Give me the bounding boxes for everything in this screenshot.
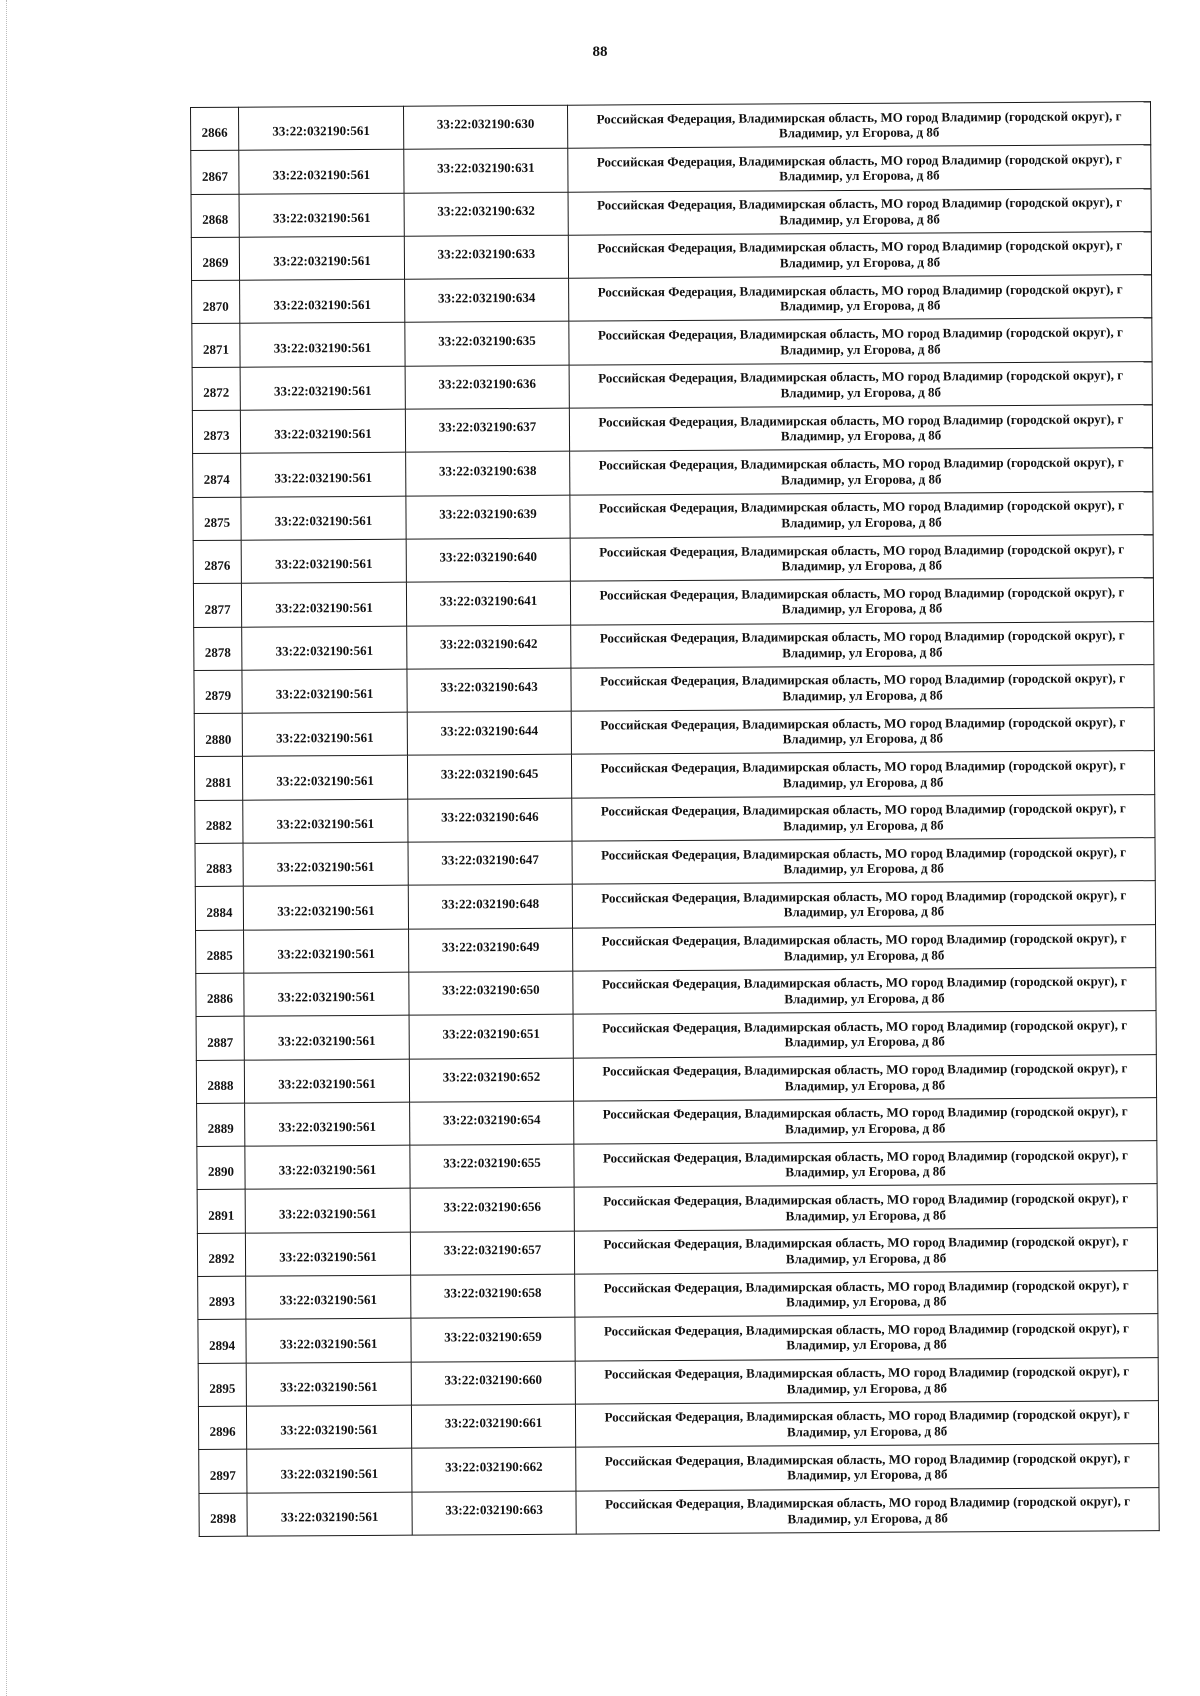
parent-cadastral-number-cell: 33:22:032190:561 bbox=[246, 1318, 411, 1362]
row-number-cell: 2880 bbox=[194, 713, 242, 757]
table-row bbox=[197, 1097, 1157, 1146]
row-number-cell: 2886 bbox=[196, 973, 244, 1017]
row-number-cell: 2882 bbox=[195, 800, 243, 844]
row-number-cell: 2895 bbox=[198, 1363, 246, 1407]
cadastral-number-cell: 33:22:032190:643 bbox=[407, 668, 571, 712]
table-row bbox=[194, 751, 1154, 800]
row-number-cell: 2867 bbox=[191, 150, 239, 194]
row-number-cell: 2891 bbox=[197, 1190, 245, 1234]
cadastral-number-cell: 33:22:032190:637 bbox=[405, 408, 569, 452]
parent-cadastral-number-cell: 33:22:032190:561 bbox=[239, 149, 404, 193]
cadastral-number-cell: 33:22:032190:645 bbox=[407, 755, 571, 799]
address-cell: Российская Федерация, Владимирская область, МО город Владимир (городской округ), г Владимир, ул Егорова, д 8б bbox=[569, 318, 1152, 365]
parent-cadastral-number-cell: 33:22:032190:561 bbox=[244, 929, 409, 973]
page-number: 88 bbox=[592, 44, 608, 60]
parent-cadastral-number-cell: 33:22:032190:561 bbox=[241, 453, 406, 497]
cadastral-number-cell: 33:22:032190:640 bbox=[406, 538, 570, 582]
table-body bbox=[191, 102, 1160, 1537]
row-number-cell: 2874 bbox=[193, 454, 241, 498]
cadastral-number-cell: 33:22:032190:650 bbox=[409, 971, 573, 1015]
cadastral-number-cell: 33:22:032190:652 bbox=[409, 1058, 573, 1102]
address-cell: Российская Федерация, Владимирская область, МО город Владимир (городской округ), г Владимир, ул Егорова, д 8б bbox=[568, 232, 1151, 279]
row-number-cell: 2897 bbox=[199, 1449, 247, 1493]
cadastral-number-cell: 33:22:032190:639 bbox=[406, 495, 570, 539]
parent-cadastral-number-cell: 33:22:032190:561 bbox=[239, 236, 404, 280]
table-row bbox=[192, 275, 1152, 324]
address-cell: Российская Федерация, Владимирская область, МО город Владимир (городской округ), г Владимир, ул Егорова, д 8б bbox=[568, 188, 1151, 235]
cadastral-number-cell: 33:22:032190:663 bbox=[412, 1491, 576, 1535]
row-number-cell: 2890 bbox=[197, 1146, 245, 1190]
cadastral-number-cell: 33:22:032190:634 bbox=[405, 278, 569, 322]
row-number-cell: 2881 bbox=[194, 757, 242, 801]
scan-margin-line bbox=[6, 0, 7, 1696]
parent-cadastral-number-cell: 33:22:032190:561 bbox=[241, 539, 406, 583]
table-row bbox=[193, 535, 1153, 584]
table-row bbox=[193, 578, 1153, 627]
address-cell: Российская Федерация, Владимирская область, МО город Владимир (городской округ), г Владимир, ул Егорова, д 8б bbox=[574, 1097, 1157, 1144]
cadastral-number-cell: 33:22:032190:662 bbox=[412, 1447, 576, 1491]
table-row bbox=[197, 1227, 1157, 1276]
address-cell: Российская Федерация, Владимирская область, МО город Владимир (городской округ), г Владимир, ул Егорова, д 8б bbox=[575, 1271, 1158, 1318]
row-number-cell: 2888 bbox=[196, 1060, 244, 1104]
parent-cadastral-number-cell: 33:22:032190:561 bbox=[243, 799, 408, 843]
table-row bbox=[194, 621, 1154, 670]
table-row bbox=[191, 102, 1151, 151]
cadastral-number-cell: 33:22:032190:641 bbox=[406, 581, 570, 625]
cadastral-number-cell: 33:22:032190:659 bbox=[411, 1317, 575, 1361]
address-cell: Российская Федерация, Владимирская область, МО город Владимир (городской округ), г Владимир, ул Егорова, д 8б bbox=[574, 1227, 1157, 1274]
cadastral-number-cell: 33:22:032190:636 bbox=[405, 365, 569, 409]
address-cell: Российская Федерация, Владимирская область, МО город Владимир (городской округ), г Владимир, ул Егорова, д 8б bbox=[575, 1314, 1158, 1361]
cadastral-number-cell: 33:22:032190:656 bbox=[410, 1188, 574, 1232]
cadastral-number-cell: 33:22:032190:633 bbox=[404, 235, 568, 279]
row-number-cell: 2883 bbox=[195, 843, 243, 887]
address-cell: Российская Федерация, Владимирская область, МО город Владимир (городской округ), г Владимир, ул Егорова, д 8б bbox=[569, 361, 1152, 408]
address-cell: Российская Федерация, Владимирская область, МО город Владимир (городской округ), г Владимир, ул Егорова, д 8б bbox=[572, 838, 1155, 885]
parent-cadastral-number-cell: 33:22:032190:561 bbox=[240, 279, 405, 323]
table-row bbox=[194, 664, 1154, 713]
table-row bbox=[197, 1141, 1157, 1190]
address-cell: Российская Федерация, Владимирская область, МО город Владимир (городской округ), г Владимир, ул Егорова, д 8б bbox=[570, 578, 1153, 625]
cadastral-number-cell: 33:22:032190:660 bbox=[411, 1361, 575, 1405]
parent-cadastral-number-cell: 33:22:032190:561 bbox=[246, 1362, 411, 1406]
address-cell: Российская Федерация, Владимирская область, МО город Владимир (городской округ), г Владимир, ул Егорова, д 8б bbox=[567, 102, 1150, 149]
address-cell: Российская Федерация, Владимирская область, МО город Владимир (городской округ), г Владимир, ул Егорова, д 8б bbox=[570, 535, 1153, 582]
address-cell: Российская Федерация, Владимирская область, МО город Владимир (городской округ), г Владимир, ул Егорова, д 8б bbox=[575, 1357, 1158, 1404]
parent-cadastral-number-cell: 33:22:032190:561 bbox=[245, 1102, 410, 1146]
cadastral-number-cell: 33:22:032190:654 bbox=[410, 1101, 574, 1145]
parent-cadastral-number-cell: 33:22:032190:561 bbox=[240, 409, 405, 453]
table-row bbox=[191, 232, 1151, 281]
row-number-cell: 2887 bbox=[196, 1016, 244, 1060]
cadastral-number-cell: 33:22:032190:646 bbox=[408, 798, 572, 842]
parent-cadastral-number-cell: 33:22:032190:561 bbox=[240, 323, 405, 367]
row-number-cell: 2866 bbox=[191, 107, 239, 151]
table-row bbox=[192, 318, 1152, 367]
address-cell: Российская Федерация, Владимирская область, МО город Владимир (городской округ), г Владимир, ул Егорова, д 8б bbox=[572, 881, 1155, 928]
parent-cadastral-number-cell: 33:22:032190:561 bbox=[243, 886, 408, 930]
table-row bbox=[191, 145, 1151, 194]
parent-cadastral-number-cell: 33:22:032190:561 bbox=[244, 972, 409, 1016]
row-number-cell: 2875 bbox=[193, 497, 241, 541]
cadastral-number-cell: 33:22:032190:657 bbox=[410, 1231, 574, 1275]
address-cell: Российская Федерация, Владимирская область, МО город Владимир (городской округ), г Владимир, ул Егорова, д 8б bbox=[569, 405, 1152, 452]
cadastral-number-cell: 33:22:032190:642 bbox=[407, 625, 571, 669]
parent-cadastral-number-cell: 33:22:032190:561 bbox=[246, 1405, 411, 1449]
address-cell: Российская Федерация, Владимирская область, МО город Владимир (городской округ), г Владимир, ул Егорова, д 8б bbox=[568, 145, 1151, 192]
cadastral-number-cell: 33:22:032190:647 bbox=[408, 841, 572, 885]
table-row bbox=[195, 838, 1155, 887]
table-row bbox=[198, 1401, 1158, 1450]
cadastral-number-cell: 33:22:032190:655 bbox=[410, 1144, 574, 1188]
row-number-cell: 2868 bbox=[191, 194, 239, 238]
table-row bbox=[194, 708, 1154, 757]
address-cell: Российская Федерация, Владимирская область, МО город Владимир (городской округ), г Владимир, ул Егорова, д 8б bbox=[571, 664, 1154, 711]
address-cell: Российская Федерация, Владимирская область, МО город Владимир (городской округ), г Владимир, ул Егорова, д 8б bbox=[576, 1487, 1159, 1534]
parent-cadastral-number-cell: 33:22:032190:561 bbox=[245, 1189, 410, 1233]
row-number-cell: 2876 bbox=[193, 540, 241, 584]
parent-cadastral-number-cell: 33:22:032190:561 bbox=[242, 756, 407, 800]
table-row bbox=[195, 794, 1155, 843]
parent-cadastral-number-cell: 33:22:032190:561 bbox=[239, 193, 404, 237]
row-number-cell: 2869 bbox=[191, 237, 239, 281]
address-cell: Российская Федерация, Владимирская область, МО город Владимир (городской округ), г Владимир, ул Егорова, д 8б bbox=[570, 491, 1153, 538]
row-number-cell: 2870 bbox=[192, 280, 240, 324]
table-row bbox=[192, 361, 1152, 410]
table-row bbox=[199, 1444, 1159, 1493]
cadastral-number-cell: 33:22:032190:651 bbox=[409, 1014, 573, 1058]
row-number-cell: 2872 bbox=[192, 367, 240, 411]
parent-cadastral-number-cell: 33:22:032190:561 bbox=[239, 106, 404, 150]
row-number-cell: 2889 bbox=[197, 1103, 245, 1147]
parent-cadastral-number-cell: 33:22:032190:561 bbox=[241, 582, 406, 626]
property-table bbox=[190, 101, 1159, 1537]
table-row bbox=[193, 491, 1153, 540]
parent-cadastral-number-cell: 33:22:032190:561 bbox=[244, 1059, 409, 1103]
address-cell: Российская Федерация, Владимирская область, МО город Владимир (городской округ), г Владимир, ул Егорова, д 8б bbox=[573, 968, 1156, 1015]
cadastral-number-cell: 33:22:032190:631 bbox=[404, 148, 568, 192]
parent-cadastral-number-cell: 33:22:032190:561 bbox=[244, 1015, 409, 1059]
parent-cadastral-number-cell: 33:22:032190:561 bbox=[242, 712, 407, 756]
cadastral-number-cell: 33:22:032190:661 bbox=[411, 1404, 575, 1448]
table-row bbox=[196, 1011, 1156, 1060]
address-cell: Российская Федерация, Владимирская область, МО город Владимир (городской округ), г Владимир, ул Егорова, д 8б bbox=[575, 1401, 1158, 1448]
table-row bbox=[198, 1314, 1158, 1363]
address-cell: Российская Федерация, Владимирская область, МО город Владимир (городской округ), г Владимир, ул Егорова, д 8б bbox=[571, 751, 1154, 798]
address-cell: Российская Федерация, Владимирская область, МО город Владимир (городской округ), г Владимир, ул Егорова, д 8б bbox=[571, 621, 1154, 668]
row-number-cell: 2893 bbox=[198, 1276, 246, 1320]
cadastral-number-cell: 33:22:032190:638 bbox=[406, 452, 570, 496]
row-number-cell: 2898 bbox=[199, 1493, 247, 1537]
row-number-cell: 2896 bbox=[198, 1406, 246, 1450]
cadastral-number-cell: 33:22:032190:648 bbox=[408, 885, 572, 929]
row-number-cell: 2885 bbox=[196, 930, 244, 974]
address-cell: Российская Федерация, Владимирская область, МО город Владимир (городской округ), г Владимир, ул Егорова, д 8б bbox=[573, 1054, 1156, 1101]
table-row bbox=[192, 405, 1152, 454]
table-row bbox=[199, 1487, 1159, 1536]
table-row bbox=[191, 188, 1151, 237]
parent-cadastral-number-cell: 33:22:032190:561 bbox=[247, 1448, 412, 1492]
address-cell: Российская Федерация, Владимирская область, МО город Владимир (городской округ), г Владимир, ул Егорова, д 8б bbox=[569, 275, 1152, 322]
parent-cadastral-number-cell: 33:22:032190:561 bbox=[241, 496, 406, 540]
address-cell: Российская Федерация, Владимирская область, МО город Владимир (городской округ), г Владимир, ул Егорова, д 8б bbox=[574, 1141, 1157, 1188]
row-number-cell: 2884 bbox=[195, 887, 243, 931]
row-number-cell: 2878 bbox=[194, 627, 242, 671]
table-row bbox=[193, 448, 1153, 497]
cadastral-number-cell: 33:22:032190:632 bbox=[404, 192, 568, 236]
table-row bbox=[198, 1271, 1158, 1320]
parent-cadastral-number-cell: 33:22:032190:561 bbox=[247, 1492, 412, 1536]
row-number-cell: 2873 bbox=[192, 410, 240, 454]
table-row bbox=[197, 1184, 1157, 1233]
parent-cadastral-number-cell: 33:22:032190:561 bbox=[245, 1145, 410, 1189]
row-number-cell: 2877 bbox=[193, 583, 241, 627]
cadastral-number-cell: 33:22:032190:635 bbox=[405, 322, 569, 366]
address-cell: Российская Федерация, Владимирская область, МО город Владимир (городской округ), г Владимир, ул Егорова, д 8б bbox=[576, 1444, 1159, 1491]
row-number-cell: 2894 bbox=[198, 1319, 246, 1363]
parent-cadastral-number-cell: 33:22:032190:561 bbox=[240, 366, 405, 410]
parent-cadastral-number-cell: 33:22:032190:561 bbox=[245, 1232, 410, 1276]
address-cell: Российская Федерация, Владимирская область, МО город Владимир (городской округ), г Владимир, ул Егорова, д 8б bbox=[571, 708, 1154, 755]
row-number-cell: 2879 bbox=[194, 670, 242, 714]
table-row bbox=[198, 1357, 1158, 1406]
address-cell: Российская Федерация, Владимирская область, МО город Владимир (городской округ), г Владимир, ул Егорова, д 8б bbox=[574, 1184, 1157, 1231]
parent-cadastral-number-cell: 33:22:032190:561 bbox=[243, 842, 408, 886]
cadastral-number-cell: 33:22:032190:649 bbox=[409, 928, 573, 972]
table-row bbox=[196, 1054, 1156, 1103]
address-cell: Российская Федерация, Владимирская область, МО город Владимир (городской округ), г Владимир, ул Егорова, д 8б bbox=[572, 794, 1155, 841]
cadastral-number-cell: 33:22:032190:658 bbox=[411, 1274, 575, 1318]
address-cell: Российская Федерация, Владимирская область, МО город Владимир (городской округ), г Владимир, ул Егорова, д 8б bbox=[570, 448, 1153, 495]
cadastral-number-cell: 33:22:032190:644 bbox=[407, 711, 571, 755]
cadastral-number-cell: 33:22:032190:630 bbox=[403, 105, 567, 149]
address-cell: Российская Федерация, Владимирская область, МО город Владимир (городской округ), г Владимир, ул Егорова, д 8б bbox=[573, 924, 1156, 971]
property-table-grid bbox=[190, 101, 1160, 1537]
parent-cadastral-number-cell: 33:22:032190:561 bbox=[242, 626, 407, 670]
table-row bbox=[196, 924, 1156, 973]
parent-cadastral-number-cell: 33:22:032190:561 bbox=[242, 669, 407, 713]
table-row bbox=[196, 968, 1156, 1017]
row-number-cell: 2892 bbox=[197, 1233, 245, 1277]
address-cell: Российская Федерация, Владимирская область, МО город Владимир (городской округ), г Владимир, ул Егорова, д 8б bbox=[573, 1011, 1156, 1058]
row-number-cell: 2871 bbox=[192, 324, 240, 368]
parent-cadastral-number-cell: 33:22:032190:561 bbox=[246, 1275, 411, 1319]
table-row bbox=[195, 881, 1155, 930]
